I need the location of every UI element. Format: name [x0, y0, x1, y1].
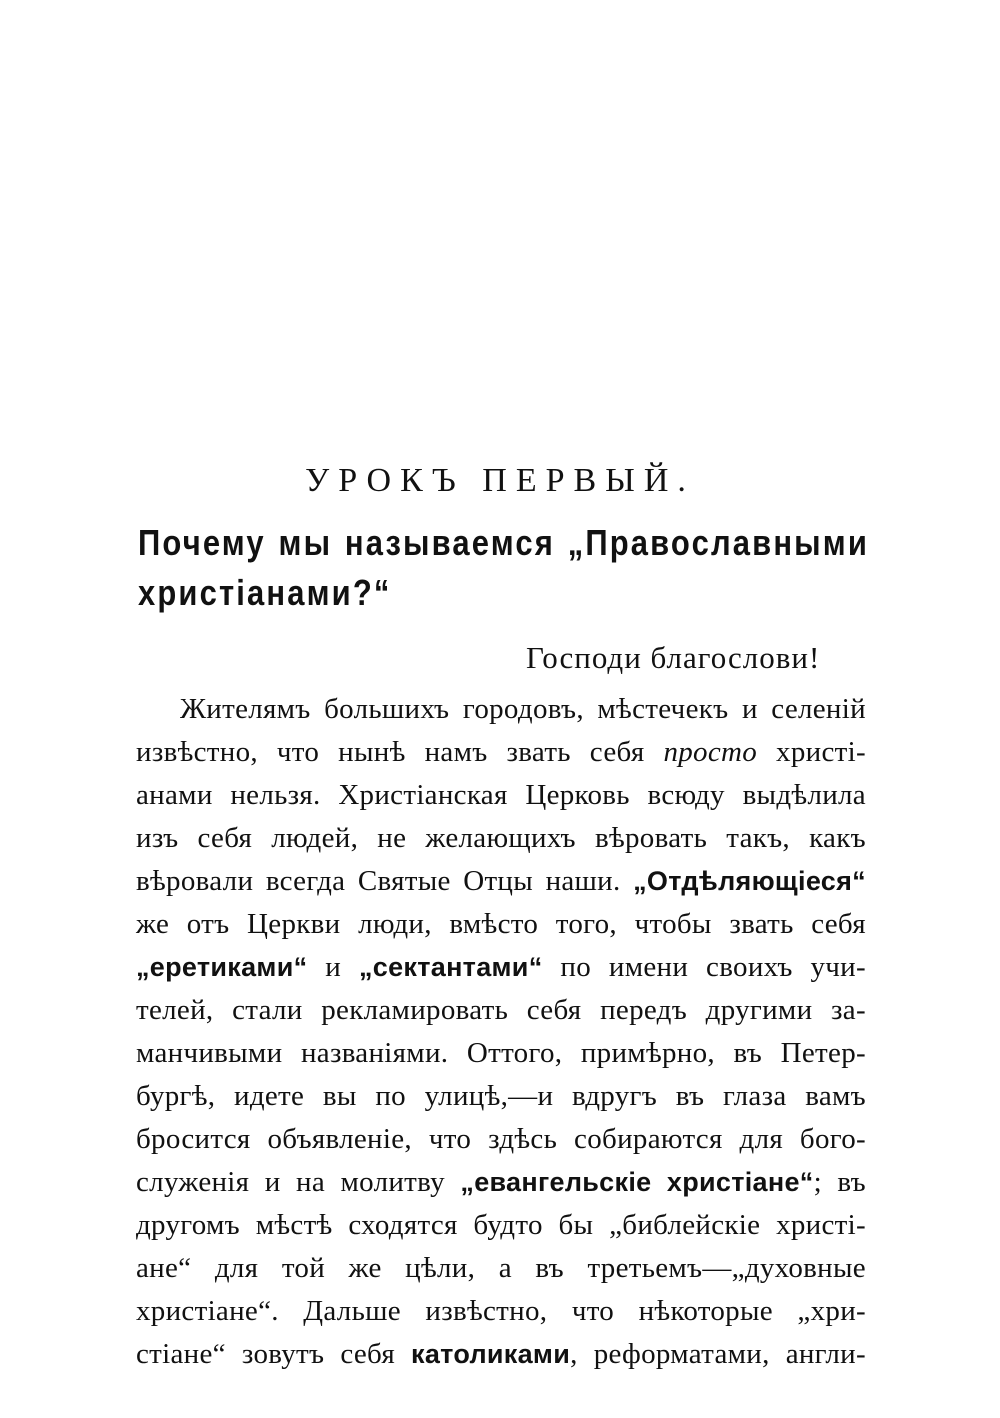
lesson-heading: УРОКЪ ПЕРВЫЙ.	[305, 462, 695, 499]
word: на	[296, 1166, 326, 1198]
text-line	[136, 903, 866, 946]
word: реформатами,	[593, 1338, 770, 1370]
word: Оттого,	[466, 1037, 563, 1069]
word: имени	[608, 951, 689, 983]
word: себя	[197, 822, 253, 854]
word: звать	[729, 908, 794, 940]
word: звать	[506, 736, 571, 768]
word: англи-	[785, 1338, 866, 1370]
word: наши.	[545, 865, 621, 897]
word: что	[571, 1295, 615, 1327]
word: по	[375, 1080, 406, 1112]
word: стіане“	[136, 1338, 226, 1370]
word: людей,	[271, 822, 359, 854]
word: названіями.	[300, 1037, 449, 1069]
word: улицѣ,—и	[424, 1080, 554, 1112]
word: а	[498, 1252, 512, 1284]
word: въ	[733, 1037, 763, 1069]
text-line	[136, 1032, 866, 1075]
word: и	[264, 1166, 281, 1198]
word: вдругъ	[571, 1080, 658, 1112]
word: нѣкоторые	[638, 1295, 773, 1327]
word: Отцы	[463, 865, 534, 897]
word: манчивыми	[136, 1037, 283, 1069]
word: себя	[526, 994, 582, 1026]
text-line	[136, 1161, 866, 1204]
word: зовутъ	[241, 1338, 325, 1370]
word: всегда	[265, 865, 346, 897]
word: „еретиками“	[136, 952, 308, 982]
text-line	[136, 860, 866, 903]
text-line	[136, 817, 866, 860]
word: вамъ	[805, 1080, 866, 1112]
word: мѣстѣ	[255, 1209, 333, 1241]
question-title: Почему мы называемся „Православными христіанами?“	[138, 522, 869, 613]
word: служенія	[136, 1166, 250, 1198]
word: христі-	[776, 736, 866, 768]
word: глаза	[722, 1080, 787, 1112]
word: и	[325, 951, 342, 983]
text-line	[136, 774, 866, 817]
word: въ	[675, 1080, 705, 1112]
word: христіане“;	[666, 1166, 822, 1198]
word: идете	[234, 1080, 305, 1112]
word: своихъ	[706, 951, 793, 983]
invocation: Господи благослови!	[526, 640, 821, 675]
word: „библейскіе	[609, 1209, 761, 1241]
text-line	[136, 1118, 866, 1161]
word: за-	[831, 994, 866, 1026]
word: учи-	[810, 951, 866, 983]
word: сходятся	[348, 1209, 458, 1241]
word: бургѣ,	[136, 1080, 216, 1112]
word: для	[214, 1252, 259, 1284]
word: бросится	[136, 1123, 251, 1155]
word: бы	[558, 1209, 594, 1241]
word: желающихъ	[425, 822, 576, 854]
word: же	[136, 908, 170, 940]
word: себя	[589, 736, 645, 768]
word: христі-	[776, 1209, 866, 1241]
word: телей,	[136, 994, 214, 1026]
word: „Отдѣляющіеся“	[633, 866, 866, 896]
text-line	[136, 1333, 866, 1376]
word: Петер-	[780, 1037, 866, 1069]
word: будто	[473, 1209, 543, 1241]
word: здѣсь	[488, 1123, 558, 1155]
word: что	[276, 736, 320, 768]
word: Христіанская	[338, 779, 508, 811]
word: по	[560, 951, 591, 983]
word: „хри-	[797, 1295, 866, 1327]
word: не	[377, 822, 407, 854]
word: примѣрно,	[580, 1037, 715, 1069]
text-line	[136, 731, 866, 774]
word: католиками,	[411, 1338, 578, 1370]
text-line	[136, 1075, 866, 1118]
word: „евангельскіе	[460, 1167, 652, 1197]
word: выдѣлила	[742, 779, 866, 811]
word: другомъ	[136, 1209, 240, 1241]
word: вмѣсто	[449, 908, 539, 940]
word: христіане“.	[136, 1295, 279, 1327]
word: большихъ	[324, 693, 450, 725]
text-line	[136, 1204, 866, 1247]
word: извѣстно,	[136, 736, 258, 768]
word: вѣровали	[136, 865, 254, 897]
word: передъ	[600, 994, 688, 1026]
word: ане“	[136, 1252, 192, 1284]
paragraph	[136, 688, 866, 1376]
word: отъ	[186, 908, 230, 940]
word: Жителямъ	[180, 693, 311, 725]
word: третьемъ—„духовные	[587, 1252, 866, 1284]
word: селеній	[771, 693, 866, 725]
word: цѣли,	[405, 1252, 476, 1284]
word: Церкви	[247, 908, 341, 940]
text-line	[136, 1247, 866, 1290]
word: стали	[232, 994, 303, 1026]
word: той	[281, 1252, 326, 1284]
word: и	[741, 693, 758, 725]
word: люди,	[358, 908, 432, 940]
word: Церковь	[525, 779, 630, 811]
text-line	[136, 688, 866, 731]
word: другими	[705, 994, 813, 1026]
word: вѣровать	[594, 822, 708, 854]
word: намъ	[424, 736, 488, 768]
word: того,	[555, 908, 617, 940]
word: анами	[136, 779, 213, 811]
word: извѣстно,	[425, 1295, 548, 1327]
word: такъ,	[726, 822, 790, 854]
word: рекламировать	[321, 994, 509, 1026]
text-line	[136, 1290, 866, 1333]
text-line	[136, 946, 866, 989]
word: Дальше	[303, 1295, 401, 1327]
word: изъ	[136, 822, 179, 854]
word: бого-	[799, 1123, 866, 1155]
word: же	[348, 1252, 382, 1284]
text-line	[136, 989, 866, 1032]
word: нельзя.	[230, 779, 321, 811]
word: нынѣ	[338, 736, 406, 768]
word: молитву	[340, 1166, 445, 1198]
word: какъ	[809, 822, 866, 854]
word: что	[428, 1123, 472, 1155]
word: себя	[340, 1338, 396, 1370]
word: городовъ,	[462, 693, 584, 725]
word: въ	[535, 1252, 564, 1284]
word: вы	[322, 1080, 357, 1112]
word: всюду	[647, 779, 725, 811]
word: собираются	[574, 1123, 723, 1155]
word: для	[739, 1123, 783, 1155]
word: себя	[811, 908, 866, 940]
word: „сектантами“	[358, 952, 543, 982]
word: объявленіе,	[267, 1123, 412, 1155]
word: мѣстечекъ	[597, 693, 729, 725]
word: въ	[837, 1166, 866, 1198]
word: чтобы	[634, 908, 712, 940]
word: просто	[663, 736, 758, 768]
word: Святые	[357, 865, 451, 897]
